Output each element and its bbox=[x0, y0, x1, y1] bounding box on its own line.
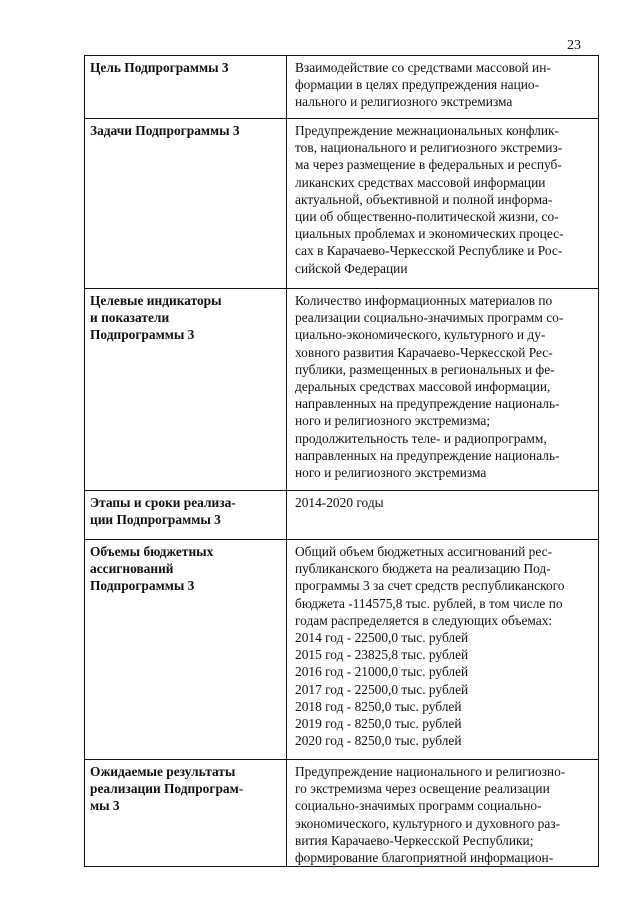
text-line: продолжительность теле- и радиопрограмм, bbox=[295, 430, 547, 446]
text-line: сах в Карачаево-Черкесской Республике и Рос- bbox=[295, 243, 563, 259]
label-line: Этапы и сроки реализа- bbox=[90, 495, 236, 510]
label-budget bbox=[85, 540, 287, 760]
label-goal: Цель Подпрограммы 3 bbox=[85, 56, 287, 119]
text-line: формирование благоприятной информацион- bbox=[295, 850, 554, 866]
budget-year-line: 2015 год - 23825,8 тыс. рублей bbox=[295, 647, 469, 663]
budget-year-line: 2017 год - 22500,0 тыс. рублей bbox=[295, 681, 469, 697]
label-expected-results bbox=[85, 760, 287, 867]
text-line: сийской Федерации bbox=[295, 260, 408, 276]
text-line: направленных на предупреждение националь- bbox=[295, 396, 560, 412]
label-stages bbox=[85, 491, 287, 540]
text-line: циальных проблемах и экономических процес- bbox=[295, 226, 564, 242]
row-tasks bbox=[85, 119, 599, 289]
text-line: экономического, культурного и духовного раз- bbox=[295, 815, 561, 831]
text-line: циально-экономического, культурного и ду- bbox=[295, 327, 546, 343]
budget-year-line: 2019 год - 8250,0 тыс. рублей bbox=[295, 716, 462, 732]
row-stages bbox=[85, 491, 599, 540]
text-line: направленных на предупреждение националь- bbox=[295, 447, 560, 463]
label-line: реализации Подпрограм- bbox=[90, 781, 244, 797]
text-line: Общий объем бюджетных ассигнований рес- bbox=[295, 544, 553, 559]
page-number: 23 bbox=[567, 38, 581, 53]
text-line: Количество информационных материалов по bbox=[295, 293, 553, 308]
value-tasks bbox=[287, 119, 599, 289]
label-indicators bbox=[85, 289, 287, 491]
value-budget bbox=[287, 540, 599, 760]
text-line: публиканского бюджета на реализацию Под- bbox=[295, 561, 551, 577]
budget-year-line: 2016 год - 21000,0 тыс. рублей bbox=[295, 664, 469, 680]
text-line: бюджета -114575,8 тыс. рублей, в том числе по bbox=[295, 595, 563, 611]
label-tasks: Задачи Подпрограммы 3 bbox=[85, 119, 287, 289]
text-line: формации в целях предупреждения нацио- bbox=[295, 77, 540, 93]
label-line: мы 3 bbox=[90, 798, 120, 814]
label-line: Подпрограммы 3 bbox=[90, 578, 195, 594]
text-line: актуальной, объективной и полной информа- bbox=[295, 191, 553, 207]
row-indicators bbox=[85, 289, 599, 491]
label-line: Объемы бюджетных bbox=[90, 544, 214, 559]
label-line: ции Подпрограммы 3 bbox=[90, 512, 221, 528]
label-line: Подпрограммы 3 bbox=[90, 327, 195, 343]
text-line: Предупреждение национального и религиозно- bbox=[295, 764, 566, 779]
value-goal bbox=[287, 56, 599, 119]
label-line: ассигнований bbox=[90, 561, 174, 577]
row-expected-results bbox=[85, 760, 599, 867]
row-goal bbox=[85, 56, 599, 119]
text-line: 2014-2020 годы bbox=[295, 495, 384, 510]
text-line: реализации социально-значимых программ со- bbox=[295, 310, 564, 326]
budget-year-line: 2014 год - 22500,0 тыс. рублей bbox=[295, 630, 469, 646]
row-budget bbox=[85, 540, 599, 760]
text-line: программы 3 за счет средств республиканского bbox=[295, 578, 565, 594]
value-stages bbox=[287, 491, 599, 540]
text-line: социально-значимых программ социально- bbox=[295, 798, 542, 814]
text-line: ховного развития Карачаево-Черкесской Рес- bbox=[295, 344, 553, 360]
text-line: ции об общественно-политической жизни, со- bbox=[295, 209, 559, 225]
subprogram-passport-table bbox=[84, 55, 599, 867]
text-line: годам распределяется в следующих объемах: bbox=[295, 612, 553, 628]
text-line: тов, национального и религиозного экстремиз- bbox=[295, 140, 563, 156]
label-line: Ожидаемые результаты bbox=[90, 764, 236, 779]
text-line: ма через размещение в федеральных и респуб- bbox=[295, 157, 562, 173]
text-line: публики, размещенных в региональных и фе- bbox=[295, 361, 555, 377]
text-line: деральных средствах массовой информации, bbox=[295, 379, 551, 395]
text-line: Предупреждение межнациональных конфлик- bbox=[295, 123, 559, 138]
text-line: ного и религиозного экстремизма; bbox=[295, 413, 491, 429]
text-line: вития Карачаево-Черкесской Республики; bbox=[295, 832, 534, 848]
value-expected-results bbox=[287, 760, 599, 867]
text-line: ликанских средствах массовой информации bbox=[295, 174, 546, 190]
budget-year-line: 2018 год - 8250,0 тыс. рублей bbox=[295, 698, 462, 714]
value-indicators bbox=[287, 289, 599, 491]
text-line: ного и религиозного экстремизма bbox=[295, 465, 487, 481]
budget-year-line: 2020 год - 8250,0 тыс. рублей bbox=[295, 733, 462, 749]
text-line: Взаимодействие со средствами массовой ин- bbox=[295, 60, 551, 75]
label-line: и показатели bbox=[90, 310, 170, 326]
text-line: нального и религиозного экстремизма bbox=[295, 94, 513, 110]
label-line: Целевые индикаторы bbox=[90, 293, 222, 308]
text-line: го экстремизма через освещение реализации bbox=[295, 781, 550, 797]
